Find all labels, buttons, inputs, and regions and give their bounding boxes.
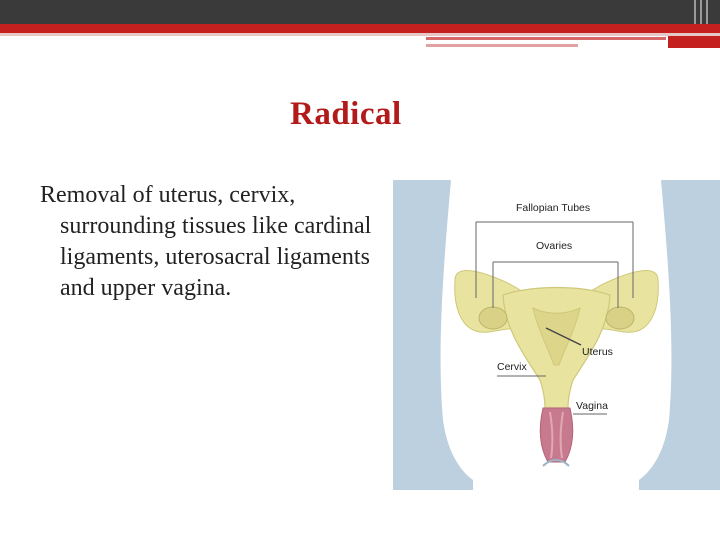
label-ovaries: Ovaries [536, 240, 573, 252]
corner-marks [692, 0, 712, 24]
left-ovary [479, 307, 507, 329]
top-red-bar [0, 24, 720, 33]
top-thin-bar [0, 33, 720, 36]
label-vagina: Vagina [576, 400, 608, 412]
label-cervix: Cervix [497, 361, 527, 373]
body-silhouette-right [639, 180, 720, 490]
female-reproductive-diagram [393, 180, 720, 490]
top-dark-bar [0, 0, 720, 24]
body-text-line-first: Removal of uterus, cervix, [40, 182, 296, 208]
accent-line-short [426, 44, 578, 47]
accent-block [668, 36, 720, 48]
body-silhouette-left [393, 180, 473, 490]
label-uterus: Uterus [582, 346, 613, 358]
label-fallopian-tubes: Fallopian Tubes [516, 202, 591, 214]
accent-line-long [426, 37, 666, 40]
slide-body-text [40, 180, 390, 304]
body-text-continuation: surrounding tissues like cardinal ligaments, uterosacral ligaments and upper vagina. [60, 213, 372, 301]
vagina-shape [540, 408, 572, 462]
right-ovary [606, 307, 634, 329]
slide-title: Radical [290, 96, 402, 132]
anatomy-figure [393, 180, 720, 490]
